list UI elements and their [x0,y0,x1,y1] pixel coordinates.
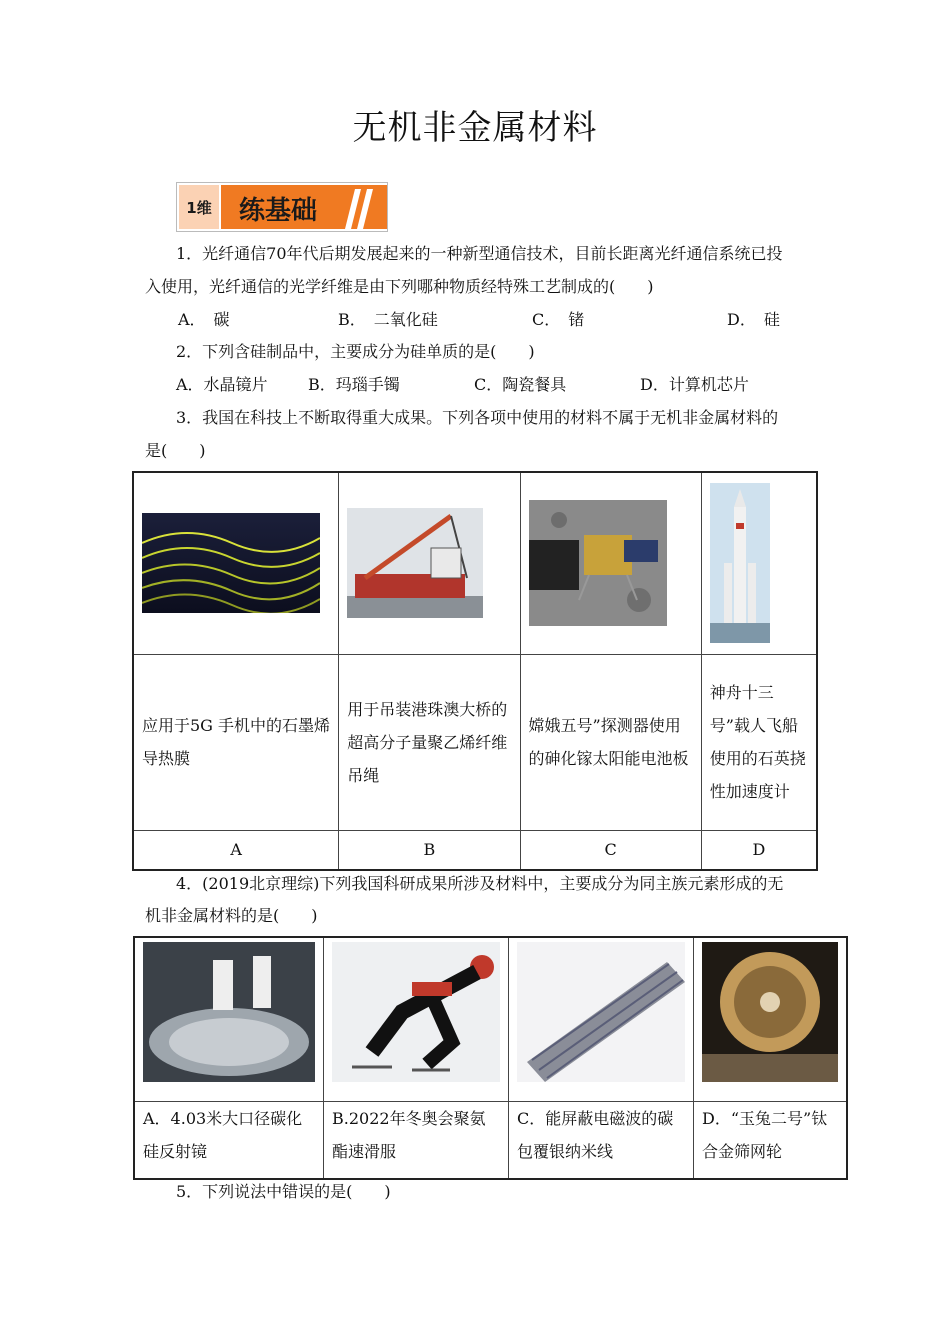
q3-letter-c: C [520,830,701,870]
q4-line1: 4．(2019北京理综)下列我国科研成果所涉及材料中，主要成分为同主族元素形成的无 [176,874,784,893]
q1-option-b: B． 二氧化硅 [338,310,438,329]
q4-image-cell-a [134,937,324,1101]
q4-image-cell-b [324,937,509,1101]
q4-line2: 机非金属材料的是( ) [145,906,318,925]
q2-stem: 2．下列含硅制品中，主要成分为硅单质的是( ) [176,342,535,361]
page-title: 无机非金属材料 [352,108,598,148]
q3-desc-c: 嫦娥五号”探测器使用的砷化镓太阳能电池板 [520,654,701,830]
q4-desc-a: A．4.03米大口径碳化硅反射镜 [134,1101,324,1179]
q2-option-b: B．玛瑙手镯 [308,375,400,394]
badge-label: 练基础 [239,196,318,226]
q3-image-cell-b [339,472,520,654]
q3-desc-d: 神舟十三号”载人飞船使用的石英挠性加速度计 [701,654,817,830]
q3-desc-a: 应用于5G 手机中的石墨烯导热膜 [133,654,339,830]
mirror-image [143,942,315,1082]
q2-option-d: D．计算机芯片 [640,375,749,394]
q4-desc-b: B.2022年冬奥会聚氨酯速滑服 [324,1101,509,1179]
nanowire-image [517,942,685,1082]
crane-ship-image [347,508,483,618]
q3-letter-a: A [133,830,339,870]
skater-image [332,942,500,1082]
q3-desc-b: 用于吊装港珠澳大桥的超高分子量聚乙烯纤维吊绳 [339,654,520,830]
q3-table [132,471,818,871]
q4-desc-d: D．“玉兔二号”钛合金筛网轮 [694,1101,848,1179]
rover-wheel-image [702,942,838,1082]
q2-option-a: A．水晶镜片 [176,375,268,394]
rocket-image [710,483,770,643]
q2-option-c: C．陶瓷餐具 [474,375,567,394]
q5-stem: 5．下列说法中错误的是( ) [176,1182,391,1201]
badge-number: 1维 [179,185,219,229]
q1-line2: 入使用，光纤通信的光学纤维是由下列哪种物质经特殊工艺制成的( ) [145,277,654,296]
q1-option-a: A． 碳 [178,310,230,329]
badge-label-box [221,185,387,229]
q4-table [133,936,848,1180]
q4-image-cell-d [694,937,848,1101]
stripes-icon [337,189,377,229]
section-badge [176,182,388,232]
q4-desc-c: C．能屏蔽电磁波的碳包覆银纳米线 [509,1101,694,1179]
graphene-image [142,513,320,613]
q3-image-cell-c [520,472,701,654]
q3-line1: 3．我国在科技上不断取得重大成果。下列各项中使用的材料不属于无机非金属材料的 [176,408,779,427]
q4-image-cell-c [509,937,694,1101]
q1-option-d: D． 硅 [727,310,780,329]
q3-letter-b: B [339,830,520,870]
q3-image-cell-d [701,472,817,654]
q3-letter-d: D [701,830,817,870]
q1-option-c: C． 锗 [532,310,585,329]
q1-line1: 1．光纤通信70年代后期发展起来的一种新型通信技术，目前长距离光纤通信系统已投 [176,244,783,263]
q3-line2: 是( ) [145,441,206,460]
lunar-probe-image [529,500,667,626]
q3-image-cell-a [133,472,339,654]
